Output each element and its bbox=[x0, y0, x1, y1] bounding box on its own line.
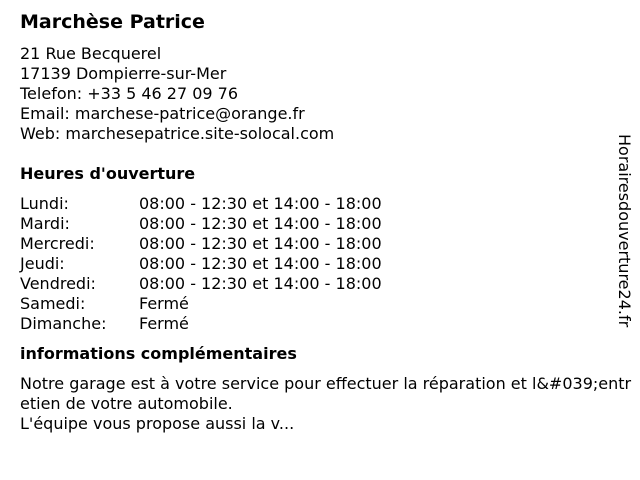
hours-time: 08:00 - 12:30 et 14:00 - 18:00 bbox=[139, 234, 382, 253]
hours-row bbox=[20, 314, 610, 334]
hours-day: Mardi: bbox=[20, 214, 70, 233]
web-line[interactable]: Web: marchesepatrice.site-solocal.com bbox=[20, 124, 335, 143]
info-heading: informations complémentaires bbox=[20, 344, 297, 363]
hours-row bbox=[20, 294, 610, 314]
hours-day: Vendredi: bbox=[20, 274, 96, 293]
info-text-truncated: L'équipe vous propose aussi la v... bbox=[20, 414, 295, 433]
hours-table bbox=[20, 194, 610, 334]
hours-day: Lundi: bbox=[20, 194, 69, 213]
hours-time: 08:00 - 12:30 et 14:00 - 18:00 bbox=[139, 214, 382, 233]
contact-block bbox=[20, 44, 610, 144]
info-text: Notre garage est à votre service pour effectuer la réparation et l&#039;entretien de votre automobile. bbox=[20, 374, 632, 413]
city-address: 17139 Dompierre-sur-Mer bbox=[20, 64, 227, 83]
hours-day: Dimanche: bbox=[20, 314, 107, 333]
street-address: 21 Rue Becquerel bbox=[20, 44, 162, 63]
hours-heading: Heures d'ouverture bbox=[20, 164, 196, 183]
hours-time: 08:00 - 12:30 et 14:00 - 18:00 bbox=[139, 254, 382, 273]
hours-row bbox=[20, 214, 610, 234]
hours-row bbox=[20, 274, 610, 294]
hours-time: 08:00 - 12:30 et 14:00 - 18:00 bbox=[139, 274, 382, 293]
hours-row bbox=[20, 194, 610, 214]
hours-row bbox=[20, 254, 610, 274]
business-name: Marchèse Patrice bbox=[20, 11, 205, 33]
phone-line[interactable]: Telefon: +33 5 46 27 09 76 bbox=[20, 84, 239, 103]
hours-time: 08:00 - 12:30 et 14:00 - 18:00 bbox=[139, 194, 382, 213]
hours-day: Samedi: bbox=[20, 294, 86, 313]
hours-time: Fermé bbox=[139, 314, 189, 333]
email-line[interactable]: Email: marchese-patrice@orange.fr bbox=[20, 104, 305, 123]
hours-time: Fermé bbox=[139, 294, 189, 313]
hours-day: Jeudi: bbox=[20, 254, 65, 273]
hours-day: Mercredi: bbox=[20, 234, 95, 253]
hours-row bbox=[20, 234, 610, 254]
site-watermark: Horairesdouverture24.fr bbox=[615, 134, 634, 328]
